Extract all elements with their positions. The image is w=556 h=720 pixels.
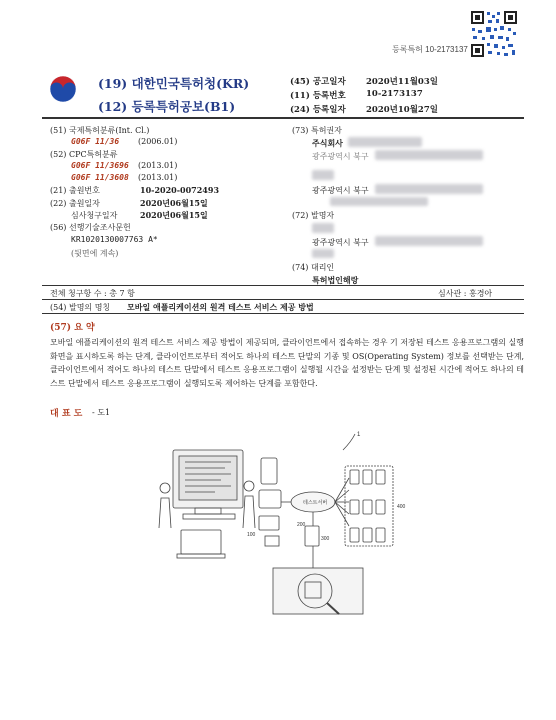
agent: 특허법인해랑 xyxy=(312,275,359,285)
qr-code-icon xyxy=(470,10,518,58)
agent-label: (74) 대리인 xyxy=(292,263,335,272)
claims-divider-bottom xyxy=(42,299,524,300)
appdate: 2020년06월15일 xyxy=(140,198,208,208)
fig-ref-1: 1 xyxy=(357,432,361,438)
inventor-address: 광주광역시 북구 xyxy=(312,238,369,247)
ipc-label: (51) 국제특허분류(Int. Cl.) xyxy=(50,126,150,135)
representative-figure-number: - 도1 xyxy=(92,408,111,417)
publication-type: (12) 등록특허공보(B1) xyxy=(98,99,236,114)
exam-date: 2020년06월15일 xyxy=(140,210,208,220)
ipc-year: (2006.01) xyxy=(138,137,178,146)
claims-count: 전체 청구항 수 : 총 7 항 xyxy=(50,289,135,298)
cpc-year-2: (2013.01) xyxy=(138,173,178,182)
reg-number-label: (11) 등록번호 xyxy=(290,91,346,101)
cpc-label: (52) CPC특허분류 xyxy=(50,150,118,159)
abstract-text: 모바일 애플리케이션의 원격 테스트 서비스 제공 방법이 제공되며, 클라이언트에서 접속하는 경우 기 저장된 테스트 응용프로그램의 실행화면을 표시하도록 하는 단계, 클라이언트로부터 적어도 하나의 테스트 단말의 기종 및 OS(Operating System) 정보를 선택받는 단계, 클라이언트에서 적어도 하나의 테스트 단말에서 테스트 응용프로그램이 실행될 시간을 설정받는 단계 및 설정된 시간에 적어도 하나의 테스트 단말에서 테스트 응용프로그램이 실행되도록 제어하는 단계를 포함한다. xyxy=(50,338,524,388)
continued-note: (뒷면에 계속) xyxy=(71,249,119,258)
abstract-label: (57) 요 약 xyxy=(50,323,95,333)
cpc-year-1: (2013.01) xyxy=(138,161,178,170)
cpc-code-1: G06F 11/3696 xyxy=(71,161,129,170)
fig-ref-400: 400 xyxy=(397,504,406,510)
owner-address-1: 광주광역시 북구 xyxy=(312,152,369,161)
pub-date-label: (45) 공고일자 xyxy=(290,77,346,87)
redacted-owner-2 xyxy=(312,170,334,180)
fig-ref-200: 200 xyxy=(297,522,306,528)
examiner: 심사관 : 홍경아 xyxy=(438,289,493,298)
appno: 10-2020-0072493 xyxy=(140,185,220,195)
fig-ref-100: 100 xyxy=(247,532,256,538)
header-divider xyxy=(42,117,524,119)
appdate-label: (22) 출원일자 xyxy=(50,199,100,208)
owner-address-2: 광주광역시 북구 xyxy=(312,186,369,195)
cpc-code-2: G06F 11/3608 xyxy=(71,173,129,182)
redacted-address-1 xyxy=(375,150,483,160)
title-label: (54) 발명의 명칭 xyxy=(50,303,111,312)
claims-divider-top xyxy=(42,285,524,286)
pub-date: 2020년11월03일 xyxy=(366,77,438,87)
figure-drawing xyxy=(155,428,413,648)
representative-figure xyxy=(155,428,413,648)
fig-ref-300: 300 xyxy=(321,536,330,542)
owner-name: 주식회사 xyxy=(312,138,343,148)
redacted-owner xyxy=(348,137,422,147)
owner-label: (73) 특허권자 xyxy=(292,126,342,135)
prior-art-label: (56) 선행기술조사문헌 xyxy=(50,223,131,232)
header-reg-number: 등록특허 10-2173137 xyxy=(392,45,468,54)
redacted-line xyxy=(330,197,428,206)
representative-figure-label: 대 표 도 xyxy=(50,409,83,419)
prior-art: KR1020130007763 A* xyxy=(71,235,158,244)
office-title: (19) 대한민국특허청(KR) xyxy=(98,76,250,91)
appno-label: (21) 출원번호 xyxy=(50,186,100,195)
reg-date-label: (24) 등록일자 xyxy=(290,105,346,115)
ipc-code: G06F 11/36 xyxy=(71,137,120,146)
inventor-label: (72) 발명자 xyxy=(292,211,335,220)
reg-number: 10-2173137 xyxy=(366,89,423,99)
redacted-address-3 xyxy=(375,236,483,246)
kipo-logo-icon xyxy=(49,75,77,103)
redacted-line-2 xyxy=(312,249,334,258)
redacted-address-2 xyxy=(375,184,483,194)
title-divider xyxy=(42,313,524,314)
redacted-inventor xyxy=(312,223,334,233)
reg-date: 2020년10월27일 xyxy=(366,105,438,115)
exam-date-label: 심사청구일자 xyxy=(71,211,118,220)
fig-server-label: 테스트서버 xyxy=(303,500,328,506)
invention-title: 모바일 애플리케이션의 원격 테스트 서비스 제공 방법 xyxy=(127,302,314,312)
